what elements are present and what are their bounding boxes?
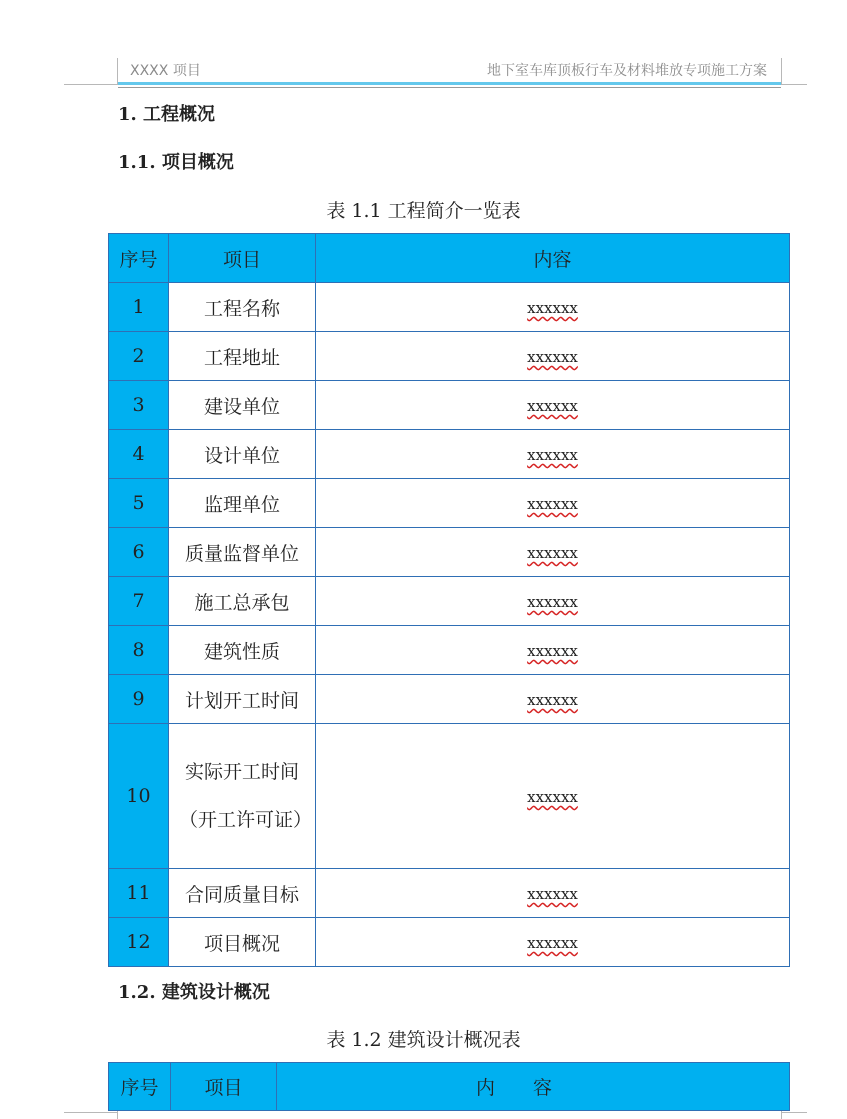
table-row xyxy=(109,626,790,675)
table-header-row xyxy=(109,1063,790,1111)
table-row xyxy=(109,675,790,724)
table2-caption: 表 1.2 建筑设计概况表 xyxy=(326,1029,521,1051)
row-num: 9 xyxy=(109,675,169,724)
table-row xyxy=(109,283,790,332)
row-item: 合同质量目标 xyxy=(169,869,316,918)
col-header-item: 项目 xyxy=(169,234,316,283)
table-row xyxy=(109,430,790,479)
row-value-text: xxxxxx xyxy=(527,885,578,903)
row-value xyxy=(316,430,790,479)
crop-mark-bottom-left-h xyxy=(64,1112,118,1113)
row-item: 建设单位 xyxy=(169,381,316,430)
table-row xyxy=(109,918,790,967)
row-item: 建筑性质 xyxy=(169,626,316,675)
crop-mark-bottom-right-h xyxy=(781,1112,807,1113)
table1-caption: 表 1.1 工程简介一览表 xyxy=(326,200,521,222)
row-num: 6 xyxy=(109,528,169,577)
header-document-title: 地下室车库顶板行车及材料堆放专项施工方案 xyxy=(487,63,767,79)
row-value xyxy=(316,283,790,332)
row-item: 监理单位 xyxy=(169,479,316,528)
row-value-text: xxxxxx xyxy=(527,642,578,660)
row-value-text: xxxxxx xyxy=(527,495,578,513)
col-header-content: 内容 xyxy=(316,234,790,283)
row-item: 质量监督单位 xyxy=(169,528,316,577)
row-value-text: xxxxxx xyxy=(527,348,578,366)
table-row xyxy=(109,869,790,918)
row-num: 5 xyxy=(109,479,169,528)
row-value-text: xxxxxx xyxy=(527,934,578,952)
row-value-text: xxxxxx xyxy=(527,544,578,562)
row-item: 实际开工时间（开工许可证） xyxy=(169,724,316,869)
header-rule-gray xyxy=(118,87,781,88)
row-item: 计划开工时间 xyxy=(169,675,316,724)
row-num: 10 xyxy=(109,724,169,869)
row-num: 1 xyxy=(109,283,169,332)
row-value-text: xxxxxx xyxy=(527,299,578,317)
row-num: 7 xyxy=(109,577,169,626)
row-item: 工程名称 xyxy=(169,283,316,332)
row-value xyxy=(316,577,790,626)
table-row xyxy=(109,724,790,869)
row-item: 设计单位 xyxy=(169,430,316,479)
row-num: 2 xyxy=(109,332,169,381)
col-header-num: 序号 xyxy=(109,1063,171,1111)
row-num: 8 xyxy=(109,626,169,675)
crop-mark-top-right-v xyxy=(781,58,782,84)
row-num: 12 xyxy=(109,918,169,967)
building-design-table xyxy=(108,1062,790,1111)
row-value xyxy=(316,869,790,918)
row-value-text: xxxxxx xyxy=(527,397,578,415)
row-value-text: xxxxxx xyxy=(527,788,578,806)
row-value-text: xxxxxx xyxy=(527,446,578,464)
row-item: 施工总承包 xyxy=(169,577,316,626)
row-value xyxy=(316,528,790,577)
row-value xyxy=(316,332,790,381)
row-value xyxy=(316,675,790,724)
table-row xyxy=(109,381,790,430)
row-num: 3 xyxy=(109,381,169,430)
row-item: 工程地址 xyxy=(169,332,316,381)
row-value xyxy=(316,381,790,430)
crop-mark-top-right-h xyxy=(781,84,807,85)
header-project-name: XXXX 项目 xyxy=(130,63,201,79)
heading-1-1: 1.1. 项目概况 xyxy=(118,152,234,173)
crop-mark-top-left-v xyxy=(117,58,118,84)
row-value xyxy=(316,626,790,675)
row-num: 11 xyxy=(109,869,169,918)
crop-mark-top-left-h xyxy=(64,84,118,85)
row-value xyxy=(316,479,790,528)
row-value xyxy=(316,918,790,967)
row-num: 4 xyxy=(109,430,169,479)
heading-1-2: 1.2. 建筑设计概况 xyxy=(118,982,270,1003)
col-header-num: 序号 xyxy=(109,234,169,283)
table-row xyxy=(109,577,790,626)
table-row xyxy=(109,528,790,577)
table-header-row xyxy=(109,234,790,283)
table-row xyxy=(109,332,790,381)
row-item: 项目概况 xyxy=(169,918,316,967)
col-header-content: 内容 xyxy=(277,1063,790,1111)
row-value xyxy=(316,724,790,869)
header-rule-blue xyxy=(118,82,781,85)
project-overview-table xyxy=(108,233,790,967)
heading-1: 1. 工程概况 xyxy=(118,104,216,125)
row-value-text: xxxxxx xyxy=(527,691,578,709)
row-value-text: xxxxxx xyxy=(527,593,578,611)
col-header-item: 项目 xyxy=(171,1063,277,1111)
table-row xyxy=(109,479,790,528)
